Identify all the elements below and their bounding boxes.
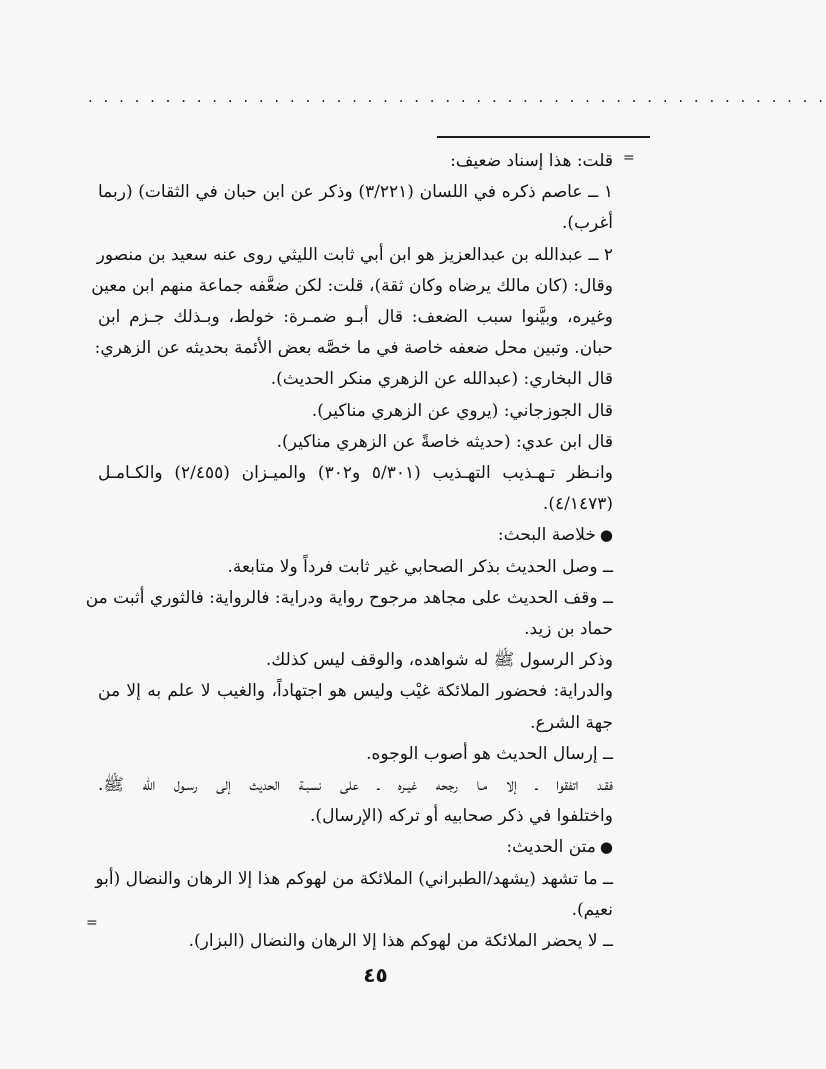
text-line [98, 458, 613, 489]
text-line-content: حماد بن زيد. [524, 619, 613, 640]
text-line [98, 739, 613, 770]
text-line-content: قال الجوزجاني: (يروي عن الزهري مناكير). [311, 400, 613, 421]
text-line-content: والدراية: فحضور الملائكة غيْب وليس هو اجتهاداً، والغيب لا علم به إلا من [98, 681, 613, 702]
text-line [98, 676, 613, 707]
text-line [94, 333, 613, 364]
footnote-separator-rule [437, 136, 650, 138]
text-line [98, 895, 613, 926]
text-line-content: أغرب). [561, 213, 613, 234]
text-line-content: جهة الشرع. [530, 712, 613, 733]
text-line-content: وغيره، وبيَّنوا سبب الضعف: قال أبـو ضمـرة: خولط، وبـذلك جـزم ابن [98, 307, 613, 328]
text-line-content: ــ إرسال الحديث هو أصوب الوجوه. [366, 743, 613, 764]
text-line-content: ــ وقف الحديث على مجاهد مرجوح رواية ودراية: فالرواية: فالثوري أثبت من [85, 587, 613, 608]
text-line [98, 614, 613, 645]
text-line-content: ــ لا يحضر الملائكة من لهوكم هذا إلا الرهان والنضال (البزار). [188, 931, 613, 952]
text-line [98, 645, 613, 676]
text-line [85, 583, 613, 614]
text-line-content: قال ابن عدي: (حديثه خاصةً عن الزهري مناكير). [276, 431, 613, 452]
text-line [98, 427, 613, 458]
text-line [98, 489, 613, 520]
continuation-mark-top: = [623, 150, 635, 166]
text-line-content: وذكر الرسول ﷺ له شواهده، والوقف ليس كذلك. [265, 650, 613, 671]
text-line [98, 146, 613, 177]
text-line [98, 208, 613, 239]
text-line-content: واختلفوا في ذكر صحابيه أو تركه (الإرسال). [310, 806, 613, 827]
text-line [98, 302, 613, 333]
text-line [98, 240, 613, 271]
black-circle-icon: ● [599, 526, 613, 545]
text-line-content: ٢ ــ عبدالله بن عبدالعزيز هو ابن أبي ثابت الليثي روى عنه سعيد بن منصور [96, 244, 613, 265]
text-line [91, 271, 613, 302]
text-line [98, 396, 613, 427]
text-line [98, 770, 613, 801]
text-line-content: قلت: هذا إسناد ضعيف: [450, 151, 613, 171]
text-line-content: ــ وصل الحديث بذكر الصحابي غير ثابت فرداً ولا متابعة. [227, 556, 613, 577]
text-line-content: ١ ــ عاصم ذكره في اللسان (٣/٢٢١) وذكر عن ابن حبان في الثقات) (ربما [98, 182, 613, 203]
text-line [95, 864, 613, 895]
text-line-content: وقال: (كان مالك يرضاه وكان ثقة)، قلت: لكن ضعَّفه جماعة منهم ابن معين [91, 275, 613, 296]
text-line [98, 708, 613, 739]
text-line [98, 552, 613, 583]
text-line-content: قال البخاري: (عبدالله عن الزهري منكر الحديث). [270, 369, 613, 390]
text-line-content: فقـد اتفقوا ـ إلا مـا رجحه غيـره ـ على نسبـة الحديث إلى رسـول الله ﷺ. [98, 775, 613, 796]
header-dotted-line: . . . . . . . . . . . . . . . . . . . . . . . . . . . . . . . . . . . . . . . . . . . . . . . . [88, 88, 826, 106]
text-line-content: حبان. وتبين محل ضعفه خاصة في ما خصَّه بعض الأئمة بحديثه عن الزهري: [94, 338, 613, 359]
text-line [98, 520, 613, 551]
text-line [98, 926, 613, 957]
text-line-content: خلاصة البحث: [497, 525, 596, 546]
text-line [98, 364, 613, 395]
text-line [98, 177, 613, 208]
text-line-content: ــ ما تشهد (يشهد/الطبراني) الملائكة من لهوكم هذا إلا الرهان والنضال (أبو [95, 868, 613, 889]
text-line-content: وانـظر تـهـذيب التهـذيب (٥/٣٠١ و٣٠٢) والميـزان (٢/٤٥٥) والكـامـل [98, 463, 613, 484]
text-line-content: متن الحديث: [506, 837, 596, 858]
black-circle-icon: ● [599, 838, 613, 857]
continuation-mark-bottom: = [86, 915, 98, 931]
text-line-content: (٤/١٤٧٣). [542, 494, 613, 515]
text-line [98, 832, 613, 863]
text-line-content: نعيم). [571, 899, 613, 920]
footnote-body [85, 146, 613, 957]
page-number: ٤٥ [363, 963, 388, 987]
text-line [98, 801, 613, 832]
